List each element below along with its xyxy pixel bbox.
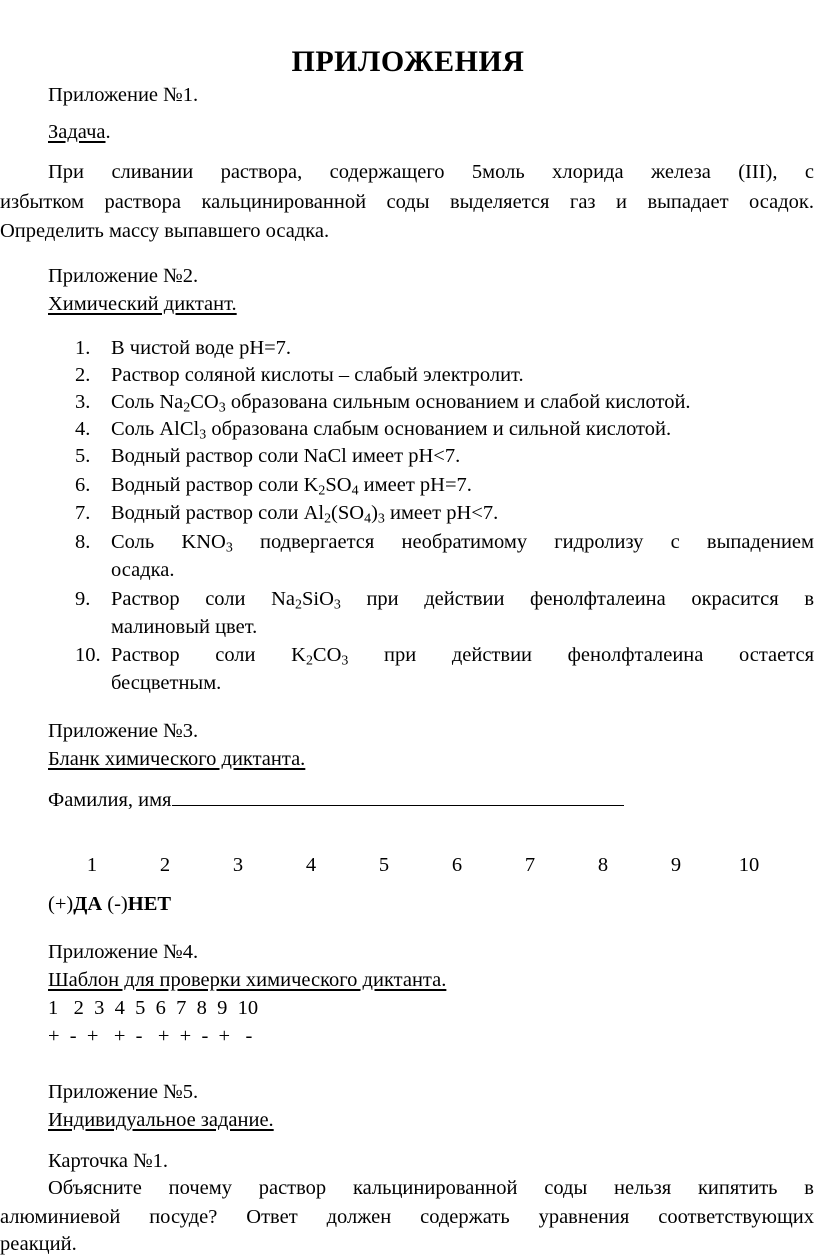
answer-number: 9 xyxy=(670,854,682,876)
list-item-continuation: бесцветным. xyxy=(111,672,222,694)
answer-legend: (+)ДА (-)НЕТ xyxy=(48,893,172,915)
list-item-number: 1. xyxy=(75,337,91,359)
name-field-line[interactable] xyxy=(172,787,624,806)
list-item-number: 3. xyxy=(75,391,91,413)
appendix-3-heading: Приложение №3. xyxy=(48,720,199,742)
template-subtitle: Шаблон для проверки химического диктанта. xyxy=(48,969,447,991)
task-text-line-2: избытком раствора кальцинированной соды выделяется газ и выпадает осадок. xyxy=(0,191,814,213)
list-item: Раствор соли $Na_2SiO_3$ при действии фенолфталеина окрасится в xyxy=(111,588,814,613)
list-item: Раствор соли $K_2CO_3$ при действии фенолфталеина остается xyxy=(111,644,814,669)
card-label: Карточка №1. xyxy=(48,1150,169,1172)
list-item: Соль $KNO_3$ подвергается необратимому гидролизу с выпадением xyxy=(111,531,814,556)
answer-number: 7 xyxy=(524,854,536,876)
list-item: Водный раствор соли NaCl имеет pH<7. xyxy=(111,445,461,467)
list-item-number: 10. xyxy=(75,644,101,666)
appendix-4-heading: Приложение №4. xyxy=(48,941,199,963)
appendix-5-heading: Приложение №5. xyxy=(48,1081,199,1103)
template-numbers: 1 2 3 4 5 6 7 8 9 10 xyxy=(48,997,259,1019)
list-item: В чистой воде pH=7. xyxy=(111,337,292,359)
answer-number: 4 xyxy=(305,854,317,876)
answer-number: 10 xyxy=(738,854,760,876)
answer-number: 6 xyxy=(451,854,463,876)
name-field-label: Фамилия, имя xyxy=(48,789,172,811)
card-text-line-1: Объясните почему раствор кальцинированной соды нельзя кипятить в xyxy=(48,1177,814,1199)
task-label: Задача xyxy=(48,121,106,143)
list-item: Раствор соляной кислоты – слабый электролит. xyxy=(111,364,524,386)
list-item: Водный раствор соли $Al_2(SO_4)_3$ имеет pH<7. xyxy=(111,502,499,527)
list-item-number: 7. xyxy=(75,502,91,524)
list-item-number: 8. xyxy=(75,531,91,553)
card-text-line-2: алюминиевой посуде? Ответ должен содержать уравнения соответствующих xyxy=(0,1206,814,1228)
list-item-number: 4. xyxy=(75,418,91,440)
answer-number: 2 xyxy=(159,854,171,876)
list-item: Водный раствор соли $K_2SO_4$ имеет pH=7. xyxy=(111,474,472,499)
list-item-number: 9. xyxy=(75,588,91,610)
list-item-continuation: осадка. xyxy=(111,559,175,581)
appendix-1-heading: Приложение №1. xyxy=(48,84,199,106)
answer-number: 1 xyxy=(86,854,98,876)
card-text-line-3: реакций. xyxy=(0,1233,77,1255)
list-item-number: 6. xyxy=(75,474,91,496)
list-item-number: 2. xyxy=(75,364,91,386)
page-title: ПРИЛОЖЕНИЯ xyxy=(291,45,525,78)
list-item: Соль AlCl$_3$ образована слабым основанием и сильной кислотой. xyxy=(111,418,672,443)
task-text-line-1: При сливании раствора, содержащего 5моль хлорида железа (III), с xyxy=(48,161,814,183)
list-item: Соль $Na_2CO_3$ образована сильным основанием и слабой кислотой. xyxy=(111,391,691,416)
individual-task-subtitle: Индивидуальное задание. xyxy=(48,1109,274,1131)
appendix-2-heading: Приложение №2. xyxy=(48,265,199,287)
task-text-line-3: Определить массу выпавшего осадка. xyxy=(0,220,330,242)
answer-number: 8 xyxy=(597,854,609,876)
task-label-line xyxy=(48,119,111,145)
dictation-subtitle: Химический диктант. xyxy=(48,293,237,315)
name-field-row xyxy=(48,787,624,813)
task-label-dot: . xyxy=(105,121,111,143)
blank-subtitle: Бланк химического диктанта. xyxy=(48,748,306,770)
list-item-continuation: малиновый цвет. xyxy=(111,616,258,638)
answer-number: 3 xyxy=(232,854,244,876)
template-answers: + - + + - + + - + - xyxy=(48,1025,253,1047)
answer-number: 5 xyxy=(378,854,390,876)
list-item-number: 5. xyxy=(75,445,91,467)
